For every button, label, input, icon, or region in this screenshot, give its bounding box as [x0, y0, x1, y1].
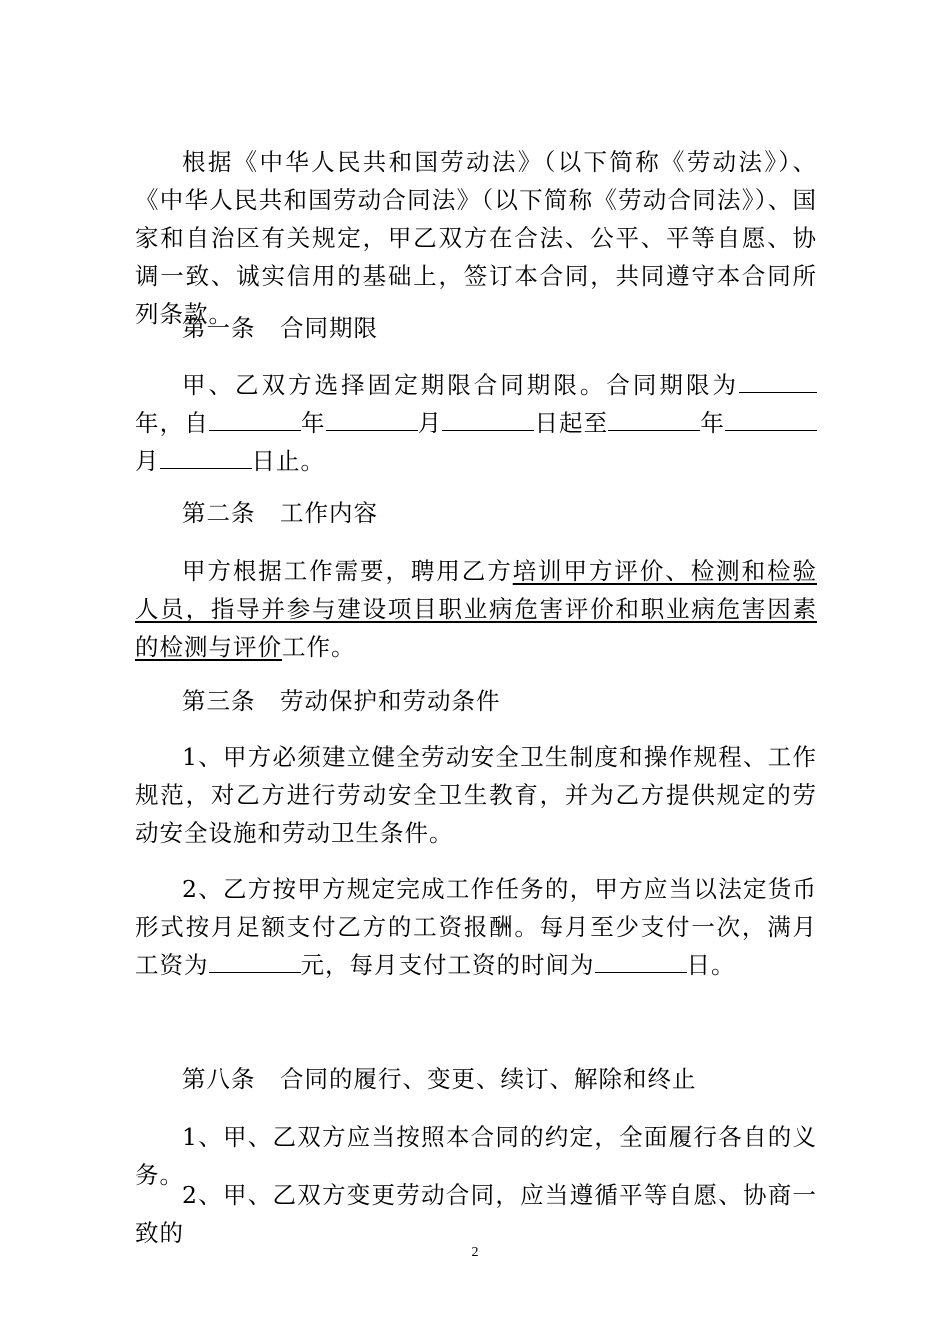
- blank-end-day: [160, 443, 252, 469]
- blank-end-month: [725, 405, 817, 431]
- article3-heading: 第三条 劳动保护和劳动条件: [182, 687, 501, 715]
- article1-text: 甲、乙双方选择固定期限合同期限。合同期限为: [182, 371, 739, 399]
- article2-text: 工作。: [282, 633, 356, 661]
- article8-clause1-text: 1、甲、乙双方应当按照本合同的约定，全面履行各自的义务。: [135, 1123, 817, 1189]
- blank-start-year: [209, 405, 301, 431]
- blank-pay-day: [595, 947, 687, 973]
- article1-text: 年，自: [135, 409, 209, 437]
- article8-heading: 第八条 合同的履行、变更、续订、解除和终止: [182, 1065, 697, 1093]
- article1-text: 日止。: [251, 447, 325, 475]
- article1-text: 月: [135, 447, 160, 475]
- article2-paragraph: [135, 552, 817, 666]
- article3-clause2-text: 2、乙方按甲方规定完成工作任务的，甲方应当以法定货币形式按月足额支付乙方的工资报酬。每月至少支付一次，满月工资为: [135, 875, 817, 979]
- article3-clause2-text: 元，每月支付工资的时间为: [300, 951, 595, 979]
- article3-clause2-text: 日。: [686, 951, 736, 979]
- article2-underlined-duties: 培训甲方评价、检测和检验人员，指导并参与建设项目职业病危害评价和职业病危害因素的检测与评价: [135, 557, 817, 661]
- blank-start-month: [326, 405, 418, 431]
- article1-heading: 第一条 合同期限: [182, 314, 378, 342]
- article3-clause2: [135, 870, 817, 984]
- article1-text: 年: [700, 409, 726, 437]
- blank-start-day: [442, 405, 534, 431]
- blank-monthly-wage: [209, 947, 301, 973]
- article8-clause2-text: 2、甲、乙双方变更劳动合同，应当遵循平等自愿、协商一致的: [135, 1181, 817, 1247]
- article1-text: 日起至: [534, 409, 609, 437]
- article1-text: 月: [417, 409, 443, 437]
- article3-clause1: [135, 738, 817, 852]
- article1-paragraph: [135, 366, 817, 480]
- article2-heading: 第二条 工作内容: [182, 499, 378, 527]
- article2-text: 甲方根据工作需要，聘用乙方: [182, 557, 513, 585]
- article8-clause2: [135, 1176, 817, 1252]
- intro-text: 根据《中华人民共和国劳动法》（以下简称《劳动法》）、《中华人民共和国劳动合同法》（以下简称《劳动合同法》）、国家和自治区有关规定，甲乙双方在合法、公平、平等自愿、协调一致、诚实信用的基础上，签订本合同，共同遵守本合同所列条款。: [135, 148, 817, 328]
- blank-end-year: [608, 405, 700, 431]
- blank-years: [739, 367, 817, 393]
- intro-paragraph: [135, 143, 817, 333]
- article1-text: 年: [300, 409, 326, 437]
- article3-clause1-text: 1、甲方必须建立健全劳动安全卫生制度和操作规程、工作规范，对乙方进行劳动安全卫生教育，并为乙方提供规定的劳动安全设施和劳动卫生条件。: [135, 743, 817, 847]
- page-number: 2: [471, 1245, 479, 1260]
